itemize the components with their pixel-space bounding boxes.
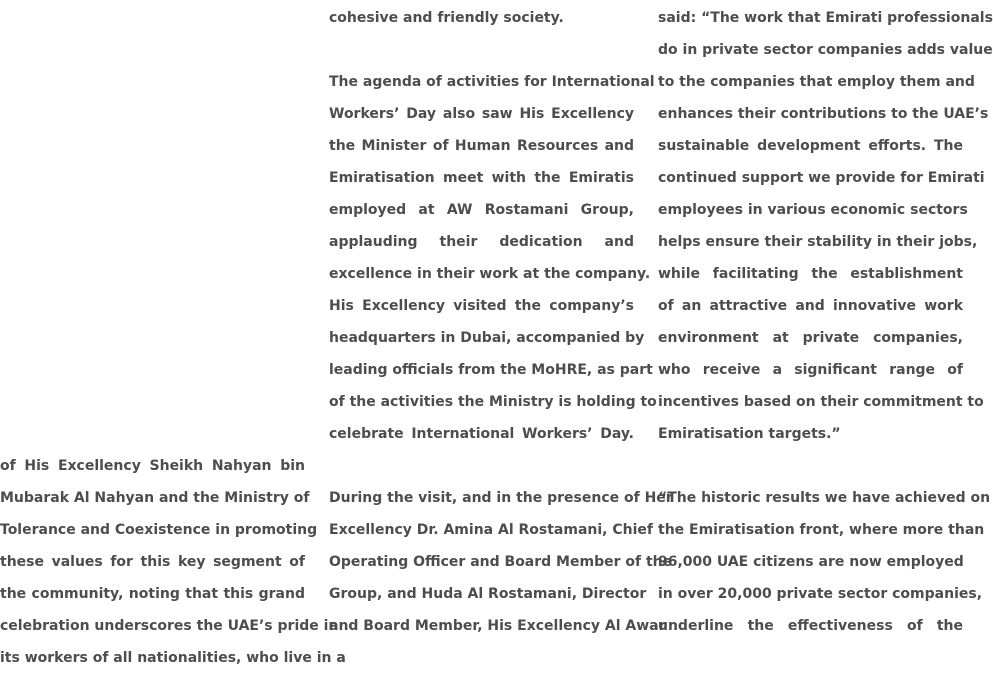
text-line: Emiratisation meet with the Emiratis — [329, 170, 634, 186]
text-line: Emiratisation targets.” — [658, 426, 841, 442]
text-line: His Excellency visited the company’s — [329, 298, 634, 314]
text-line — [0, 160, 305, 192]
text-line: environment at private companies, — [658, 330, 963, 346]
text-line: excellence in their work at the company. — [329, 266, 651, 282]
text-line — [0, 256, 305, 288]
text-line: the community, noting that this grand — [0, 586, 305, 602]
paragraph-break — [329, 32, 634, 64]
text-line: The agenda of activities for International — [329, 74, 655, 90]
text-line: of an attractive and innovative work — [658, 298, 963, 314]
text-line — [0, 96, 305, 128]
text-line: celebration underscores the UAE’s pride in — [0, 618, 339, 634]
text-line: cohesive and friendly society. — [329, 10, 564, 26]
text-line: Group, and Huda Al Rostamani, Director — [329, 586, 647, 602]
text-line: applauding their dedication and — [329, 234, 634, 250]
text-line: enhances their contributions to the UAE’s — [658, 106, 989, 122]
text-line: to the companies that employ them and — [658, 74, 975, 90]
text-line: Operating Officer and Board Member of the — [329, 554, 673, 570]
text-line — [0, 32, 305, 64]
text-line: incentives based on their commitment to — [658, 394, 984, 410]
text-line: celebrate International Workers’ Day. — [329, 426, 634, 442]
text-line: its workers of all nationalities, who live in a — [0, 650, 346, 666]
article-column-2 — [329, 0, 673, 640]
text-line: said: “The work that Emirati professionals — [658, 10, 993, 26]
text-line: Tolerance and Coexistence in promoting — [0, 522, 318, 538]
text-line — [0, 320, 305, 352]
text-line — [0, 128, 305, 160]
text-line: these values for this key segment of — [0, 554, 305, 570]
text-line — [0, 0, 305, 32]
text-line: do in private sector companies adds value — [658, 42, 993, 58]
text-line: continued support we provide for Emirati — [658, 170, 985, 186]
text-line — [0, 64, 305, 96]
text-line: leading officials from the MoHRE, as part — [329, 362, 653, 378]
article-column-1 — [0, 0, 346, 672]
paragraph-break — [658, 448, 963, 480]
text-line: headquarters in Dubai, accompanied by — [329, 330, 645, 346]
text-line — [0, 224, 305, 256]
text-line: During the visit, and in the presence of Her — [329, 490, 673, 506]
paragraph-break — [329, 448, 634, 480]
text-line: who receive a significant range of — [658, 362, 963, 378]
text-line: of the activities the Ministry is holding to — [329, 394, 657, 410]
text-line: 96,000 UAE citizens are now employed — [658, 554, 964, 570]
text-line: the Minister of Human Resources and — [329, 138, 634, 154]
text-line: helps ensure their stability in their jobs, — [658, 234, 978, 250]
text-line: while facilitating the establishment — [658, 266, 963, 282]
text-line: sustainable development efforts. The — [658, 138, 963, 154]
text-line: the Emiratisation front, where more than — [658, 522, 985, 538]
text-line — [0, 384, 305, 416]
text-line: in over 20,000 private sector companies, — [658, 586, 983, 602]
text-line: Workers’ Day also saw His Excellency — [329, 106, 634, 122]
text-line: Excellency Dr. Amina Al Rostamani, Chief — [329, 522, 653, 538]
text-line — [0, 416, 305, 448]
text-line: and Board Member, His Excellency Al Awar — [329, 618, 666, 634]
text-line: “The historic results we have achieved on — [658, 490, 991, 506]
text-line: employees in various economic sectors — [658, 202, 968, 218]
text-line: Mubarak Al Nahyan and the Ministry of — [0, 490, 310, 506]
text-line: underline the effectiveness of the — [658, 618, 963, 634]
text-line — [0, 288, 305, 320]
text-line: employed at AW Rostamani Group, — [329, 202, 634, 218]
text-line — [0, 192, 305, 224]
article-column-3 — [658, 0, 993, 640]
text-line: of His Excellency Sheikh Nahyan bin — [0, 458, 305, 474]
text-line — [0, 352, 305, 384]
